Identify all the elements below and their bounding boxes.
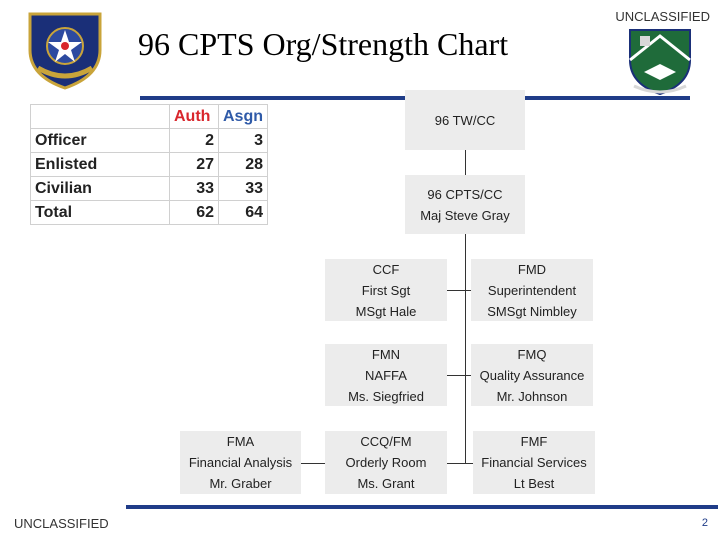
org-box-person: Ms. Siegfried	[348, 388, 424, 404]
asgn-value: 33	[219, 177, 268, 201]
row-label: Civilian	[31, 177, 170, 201]
auth-value: 27	[170, 153, 219, 177]
org-box-person: Lt Best	[513, 476, 555, 491]
org-box-fmf	[473, 431, 595, 494]
org-box-person: Ms. Grant	[357, 476, 415, 491]
table-row	[31, 153, 268, 177]
org-box-role: NAFFA	[365, 367, 407, 383]
wing-emblem-icon	[624, 26, 696, 96]
org-box-person: SMSgt Nimbley	[487, 303, 577, 319]
auth-value: 2	[170, 129, 219, 153]
table-row	[31, 129, 268, 153]
org-box-title: FMD	[517, 261, 547, 277]
page-title: 96 CPTS Org/Strength Chart	[138, 26, 509, 62]
org-box-person: Maj Steve Gray	[420, 207, 510, 223]
asgn-value: 28	[219, 153, 268, 177]
wing-logo	[624, 26, 696, 96]
table-header-row	[31, 105, 268, 129]
org-box-ccq-fm	[325, 431, 447, 494]
footer-rule	[126, 505, 718, 509]
org-box-fmq	[471, 344, 593, 406]
asgn-value: 64	[219, 201, 268, 225]
afmc-shield-icon	[24, 10, 106, 90]
org-box-title: FMF	[520, 434, 548, 449]
org-box-role: Financial Analysis	[188, 455, 293, 470]
auth-value: 33	[170, 177, 219, 201]
org-box-person: Mr. Graber	[209, 476, 272, 491]
table-row	[31, 177, 268, 201]
page-number: 2	[701, 517, 708, 529]
org-box-title: CCF	[372, 261, 400, 277]
row-label: Total	[31, 201, 170, 225]
org-box-fmd	[471, 259, 593, 321]
auth-header: Auth	[170, 105, 219, 129]
org-box-person: Mr. Johnson	[496, 388, 568, 404]
org-box-fma	[180, 431, 301, 494]
connector-line	[465, 234, 466, 463]
strength-table	[30, 104, 268, 225]
org-box-role: First Sgt	[361, 282, 411, 298]
row-label: Officer	[31, 129, 170, 153]
org-box-title: FMQ	[517, 346, 547, 362]
org-box-role: Orderly Room	[345, 455, 427, 470]
org-box-ccf	[325, 259, 447, 321]
org-box-fmn	[325, 344, 447, 406]
afmc-logo	[24, 10, 106, 90]
asgn-value: 3	[219, 129, 268, 153]
org-box-person: MSgt Hale	[355, 303, 417, 319]
classification-banner-top: UNCLASSIFIED	[615, 9, 710, 24]
org-box-title: 96 TW/CC	[434, 112, 496, 128]
org-box-title: FMA	[226, 434, 255, 449]
org-box-role: Financial Services	[481, 455, 587, 470]
row-label: Enlisted	[31, 153, 170, 177]
org-box-tw-cc	[405, 90, 525, 150]
org-box-title: FMN	[371, 346, 401, 362]
connector-line	[465, 150, 466, 175]
org-box-cpts-cc	[405, 175, 525, 234]
org-box-title: CCQ/FM	[360, 434, 412, 449]
org-box-role: Quality Assurance	[479, 367, 585, 383]
connector-line	[301, 463, 325, 464]
table-row	[31, 201, 268, 225]
auth-value: 62	[170, 201, 219, 225]
table-header-label	[31, 105, 170, 129]
asgn-header: Asgn	[219, 105, 268, 129]
org-box-title: 96 CPTS/CC	[427, 186, 503, 202]
classification-banner-bottom: UNCLASSIFIED	[14, 516, 109, 531]
org-box-role: Superintendent	[487, 282, 577, 298]
